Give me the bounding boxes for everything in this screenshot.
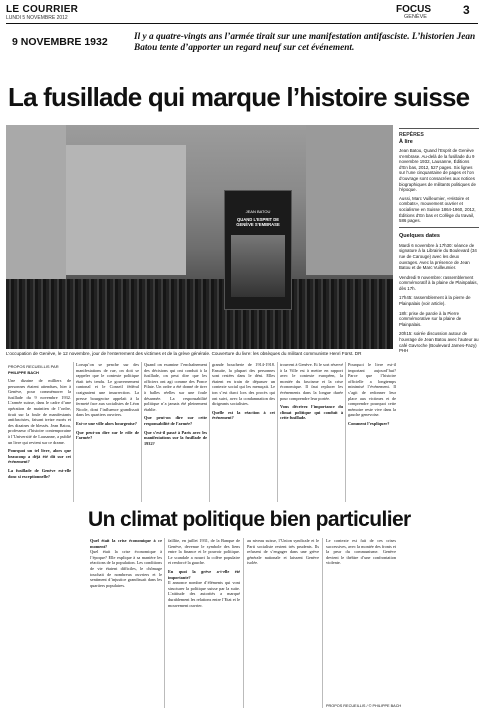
subsection-label: GENÈVE — [404, 14, 427, 20]
lower-column-3 — [247, 538, 319, 566]
kicker: Il y a quatre-vingts ans l’armée tirait sur une manifestation antifasciste. L’historien Jean Batou tente d’apporter un regard neuf sur cet événement. — [134, 32, 476, 53]
sidebar-events-title: Quelques dates — [399, 232, 440, 239]
article-column-5 — [280, 362, 343, 421]
column-text: Quand on examine l’enchaînement des décisions qui ont conduit à la fusillade, on peut dire que les officiers ont agi comme des Ponce Pilate. Un ordre a été donné de tirer à balles réelles sur une foule désarmée. La responsabilité politique n’a jamais été pleinement établie. — [144, 362, 207, 412]
sidebar-book-note: Jean Batou, Quand l’Esprit de Genève s’embrase. Au-delà de la fusillade du 9 novembre 1932, Lausanne, Éditions d’En bas, 2012, 527 pages. Six lignes sur l’une cinquantaine de pages et l’on d’ouvrage sont consacrées aux notices biographiques de militants politiques de l’époque. — [399, 148, 476, 193]
sidebar-book-note-2: Aussi, Marc Vuilleumier, «Histoire et combats», mouvement ouvrier et socialisme en Suisse 1864-1960, 2012, Éditions d’En bas et Collège du travail, 586 pages. — [399, 195, 476, 224]
date-line: 9 NOVEMBRE 1932 — [12, 36, 108, 48]
main-headline: La fusillade qui marque l’histoire suisse — [8, 82, 470, 112]
sidebar-rule — [399, 128, 479, 129]
column-text: grande boucherie de 1914-1918. Ensuite, la plupart des personnes sont restées dans le déni. Elles étaient en train de dépasser un contexte social qui les menaçait. Le ton s’est durci lors des procès qui ont suivi, avec la condamnation des dirigeants socialistes. — [212, 362, 275, 407]
interview-question: Que s’est-il passé à Paris avec les manifestations sur la fusillade de 1932? — [144, 429, 207, 446]
photo-caption: L’occupation de Genève, le 12 novembre, jour de l’enterrement des victimes et de la grève générale. Couverture du livre: les obsèques du militant communiste Henri Fürst. DR — [6, 351, 362, 356]
masthead-title: LE COURRIER — [6, 4, 79, 15]
interview-question: Quelle est la réaction à cet événement? — [212, 409, 275, 421]
sidebar — [399, 125, 479, 569]
building-left — [6, 125, 66, 285]
sidebar-event: 20h15: soirée discussion autour de l’ouvrage de Jean Batou avec l’auteur au café Gavroche (Boulevard James-Fazy) PHH — [399, 331, 479, 354]
column-text: faillite, en juillet 1931, de la Banque de Genève, devenue le symbole des liens entre la finance et le pouvoir politique. Le scandale a nourri la colère populaire et renforcé la gauche. — [168, 538, 240, 566]
book-cover — [224, 190, 292, 310]
page-number: 3 — [463, 3, 470, 17]
sidebar-subheading: À lire — [399, 139, 413, 145]
interview-question: La fusillade de Genève est-elle donc si exceptionnelle? — [8, 467, 71, 479]
interview-question: Est-ce une ville alors bourgeoise? — [76, 420, 137, 426]
section-label: FOCUS — [396, 4, 431, 15]
sidebar-event: Vendredi 9 novembre: rassemblement commémoratif à la plaine de Plainpalais, dès 17h. — [399, 274, 478, 291]
book-cover-photo — [231, 235, 285, 297]
column-divider — [277, 362, 278, 502]
byline-name: PHILIPPE BACH — [8, 370, 39, 375]
article-column-6 — [348, 362, 396, 427]
article-column-4 — [212, 362, 275, 421]
column-divider — [164, 538, 165, 708]
interview-question: En quoi la grève a-t-elle été importante? — [168, 568, 240, 580]
header-rule — [6, 23, 478, 24]
column-text: trouvent à Genève. Et le sort réservé à la Ville est à mettre en rapport avec le contexte européen, la montée du fascisme et la crise économique. Il faut replacer les événements dans la longue durée pour comprendre leur portée. — [280, 362, 343, 401]
book-title: QUAND L’ESPRIT DE GENÈVE S’EMBRASE — [236, 217, 280, 227]
column-divider — [345, 362, 346, 502]
column-text: Quel était la crise économique à l’époque? Elle explique à sa manière les réactions de la population. Les conditions de vie étaient difficiles, le chômage touchait de nombreux ouvriers et le sentiment d’injustice grandissait dans les quartiers populaires. — [90, 549, 162, 588]
interview-question: Comment l’expliquer? — [348, 420, 390, 426]
second-headline: Un climat politique bien particulier — [88, 508, 411, 531]
column-text: Une dizaine de milliers de personnes étaient attendues, hier à Genève, pour commémorer la fusillade du 9 novembre 1932. L’armée suisse, dans le cadre d’une opération de maintien de l’ordre, tirait sur la foule de manifestants antifascistes, faisant treize morts et des dizaines de blessés. Jean Batou, professeur d’histoire contemporaine à l’Université de Lausanne, a publié un livre qui revient sur ce drame. — [8, 378, 71, 445]
lower-column-4 — [326, 538, 396, 566]
article-column-1 — [8, 378, 71, 479]
interview-question: Que peut-on dire sur cette responsabilité de l’armée? — [144, 415, 207, 426]
lower-column-1 — [90, 538, 162, 588]
column-divider — [141, 362, 142, 502]
sidebar-rule-2 — [399, 227, 479, 228]
crowd — [6, 279, 393, 349]
sidebar-event: 18h: prise de parole à la Pierre commémorative sur la plaine de Plainpalais. — [399, 310, 462, 327]
article-column-2 — [76, 362, 139, 441]
signoff: PROPOS RECUEILLIS / © PHILIPPE BACH — [326, 704, 402, 708]
column-divider — [209, 362, 210, 502]
column-divider — [243, 538, 244, 708]
column-divider — [73, 362, 74, 502]
sidebar-heading: REPÈRES — [399, 132, 424, 138]
historic-photo — [6, 125, 393, 349]
column-text: au niveau suisse, l’Union syndicale et le Parti socialiste restent très prudents. Ils refusent de s’engager dans une grève générale nationale et laissent Genève isolée. — [247, 538, 319, 566]
masthead-date: LUNDI 5 NOVEMBRE 2012 — [6, 15, 68, 21]
sidebar-event: 17h45: rassemblement à la pierre de Plainpalais (voir article). — [399, 295, 471, 307]
building-right — [306, 125, 393, 275]
column-text: Le contexte est fait de ces crises successives, avec la montée des fronts et la peur du communisme. Genève devient le théâtre d’une confrontation violente. — [326, 538, 396, 566]
column-text: Pourquoi le livre est-il important aujourd’hui? Parce que l’histoire officielle a longtemps minimisé l’événement. Il s’agit de redonner leur place aux victimes et de comprendre pourquoi cette mémoire reste vive dans la gauche genevoise. — [348, 362, 396, 418]
column-divider — [322, 538, 323, 708]
interview-question: Pourquoi un tel livre, alors que beaucoup a déjà été dit sur cet événement? — [8, 448, 71, 465]
byline-label: PROPOS RECUEILLIS PAR — [8, 364, 59, 369]
building-center — [66, 145, 186, 275]
interview-question: Que peut-on dire sur le rôle de l’armée? — [76, 429, 139, 441]
sidebar-event: Mardi 6 novembre à 17h30: séance de signature à la Librairie du Boulevard (34 rue de Carouge) avec les deux ouvrages. Avec la présence de Jean Batou et de Marc Vuilleumier. — [399, 242, 477, 271]
interview-question: Vous décrivez l’importance du climat politique qui conduit à cette fusillade. — [280, 404, 343, 421]
column-text: Il annonce nombre d’éléments qui vont structurer la politique suisse par la suite. L’attitude des autorités a marqué durablement les relations entre l’Etat et le mouvement ouvrier. — [168, 580, 240, 608]
lower-column-2 — [168, 538, 240, 608]
article-column-3 — [144, 362, 207, 446]
book-author: JEAN BATOU — [245, 209, 271, 214]
column-text: Lorsqu’on se penche sur des manifestations de rue, on doit se rappeler que le contexte politique était très tendu. Le gouvernement cantonal et le Conseil fédéral craignaient une insurrection. La presse bourgeoise appelait à la fermeté face aux socialistes de Léon Nicole, dont l’influence grandissait dans les quartiers ouvriers. — [76, 362, 139, 418]
interview-question: Quel était la crise économique à ce moment? — [90, 538, 162, 549]
